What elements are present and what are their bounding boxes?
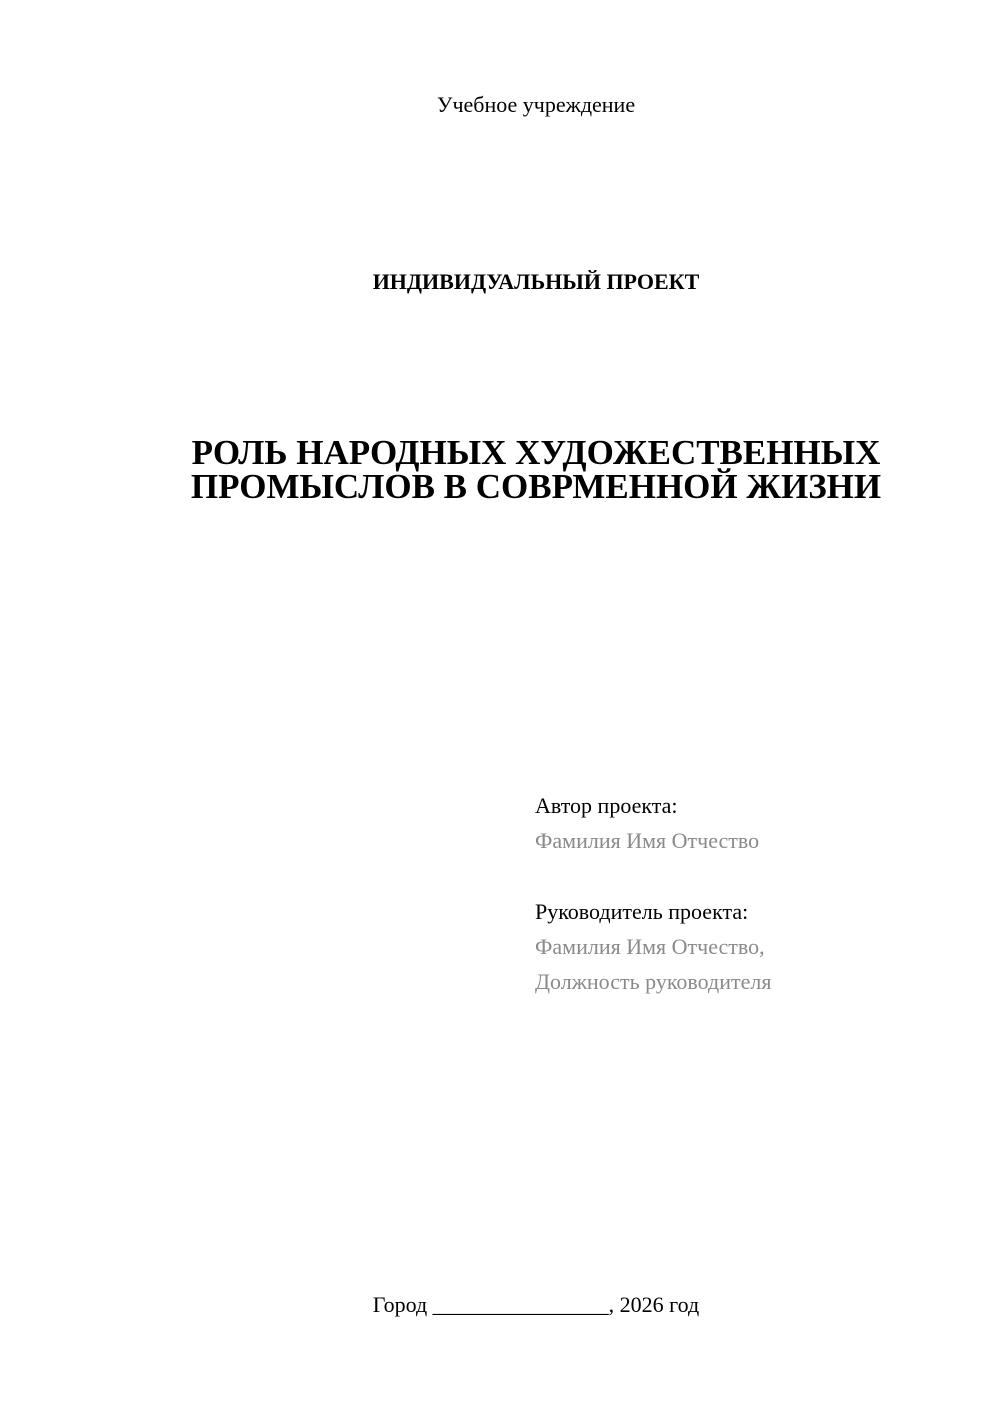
project-title-line-1: РОЛЬ НАРОДНЫХ ХУДОЖЕСТВЕННЫХ	[191, 433, 881, 472]
document-type: ИНДИВИДУАЛЬНЫЙ ПРОЕКТ	[372, 269, 700, 294]
supervisor-position: Должность руководителя	[535, 969, 772, 994]
city-year-line: Город ________________, 2026 год	[372, 1292, 700, 1317]
credits-spacer	[535, 858, 975, 894]
supervisor-name: Фамилия Имя Отчество,	[535, 934, 765, 959]
project-title	[100, 433, 972, 506]
institution-name: Учебное учреждение	[436, 92, 636, 117]
project-title-line-2: ПРОМЫСЛОВ В СОВРМЕННОЙ ЖИЗНИ	[190, 467, 882, 506]
supervisor-label: Руководитель проекта:	[535, 899, 749, 924]
author-label: Автор проекта:	[535, 793, 678, 818]
credits-block	[535, 788, 975, 999]
author-name: Фамилия Имя Отчество	[535, 828, 760, 853]
